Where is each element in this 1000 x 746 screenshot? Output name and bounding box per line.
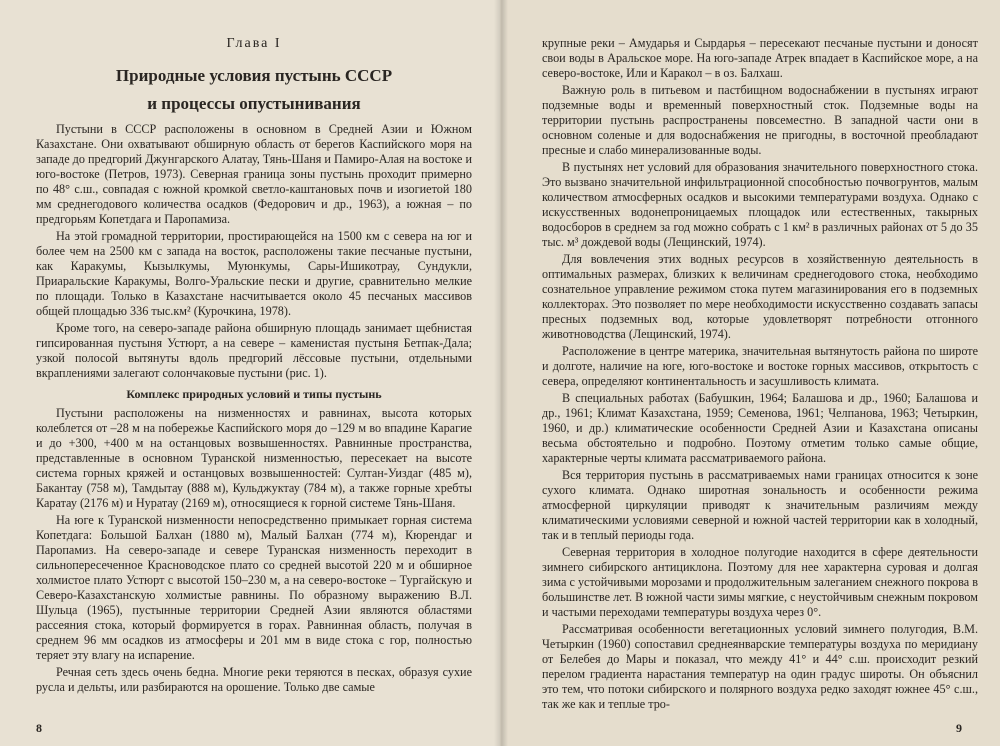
paragraph: Рассматривая особенности вегетационных условий зимнего полугодия, В.М. Четыркин (1960) сопоставил среднеянварские температуры воздуха по меридиану от Белебея до Мары и показал, что между 41° и 44° с.ш. происходит резкий перелом градиента нарастания температур на один градус широты. Он объяснил это тем, что потоки сибирского и полярного воздуха редко заходят южнее 45° с.ш., так же как и теплые тро- xyxy=(542,622,978,711)
section-subheading: Комплекс природных условий и типы пустынь xyxy=(126,387,382,401)
paragraph: На этой громадной территории, простирающейся на 1500 км с севера на юг и более чем на 2500 км с запада на восток, расположены такие песчаные пустыни, как Каракумы, Кызылкумы, Муюнкумы, Сары-Ишикотрау, Сундукли, Приаральские Каракумы, Волго-Уральские пески и другие, сравнительно мелкие по площади. Только в Казахстане насчитывается около 45 песчаных массивов общей площадью 336 тыс.км² (Курочкина, 1978). xyxy=(36,229,472,318)
paragraph: Важную роль в питьевом и пастбищном водоснабжении в пустынях играют подземные воды и временный поверхностный сток. Подземные воды на территории пустынь распространены повсеместно. В западной части они в основном соленые и для водоснабжения не пригодны, в восточной преобладают пресные и слабо минерализованные воды. xyxy=(542,83,978,157)
right-page xyxy=(500,0,1000,746)
paragraph: Вся территория пустынь в рассматриваемых нами границах относится к зоне сухого климата. Однако широтная зональность и особенности режима атмосферной циркуляции приводят к значительным различиям между климатическими условиями северной и южной частей территории как в холодный, так и в теплый периоды года. xyxy=(542,468,978,542)
paragraph: Северная территория в холодное полугодие находится в сфере деятельности зимнего сибирского антициклона. Поэтому для нее характерна суровая и долгая зима с устойчивыми морозами и продолжительным залеганием снежного покрова в большинстве лет. В южной части зимы мягкие, с неустойчивым снежным покровом и частыми переходами температуры воздуха через 0°. xyxy=(542,545,978,619)
paragraph: Речная сеть здесь очень бедна. Многие реки теряются в песках, образуя сухие русла и дельты, или разбираются на орошение. Только две самые xyxy=(36,665,472,694)
page-number-left: 8 xyxy=(36,721,42,735)
chapter-title-line-2: и процессы опустынивания xyxy=(147,94,361,113)
paragraph: Пустыни расположены на низменностях и равнинах, высота которых колеблется от –28 м на побережье Каспийского моря до –129 м во впадине Карагие и до +300, +400 м на останцовых возвышенностях. Равнинные пространства, представленные в основном Туранской низменностью, пересекает на высоте система горных кряжей и останцовых возвышенностей: Султан-Уиздаг (485 м), Бакантау (758 м), Тамдытау (888 м), Кульджуктау (784 м), а также горные хребты Каратау (2176 м) и Нуратау (2169 м), относящиеся к горной системе Тянь-Шаня. xyxy=(36,406,472,510)
chapter-heading: Глава I xyxy=(226,36,282,51)
paragraph: На юге к Туранской низменности непосредственно примыкает горная система Копетдага: Большой Балхан (1880 м), Малый Балхан (774 м), Кюрендаг и Паропамиз. На северо-западе и севере Туранская низменность переходит в сильнопересеченное Красноводское плато со средней высотой 220 м и обширное холмистое плато Устюрт с высотой 150–230 м, а на северо-востоке – Тургайскую и Северо-Казахстанскую холмистые равнины. По образному выражению В.Л. Шульца (1965), пустынные территории Средней Азии являются областями рассеяния стока, который формируется в горах. Равнинная область, получая в среднем 96 мм осадков из атмосферы и 201 мм в виде стока с гор, полностью теряет эту влагу на испарение. xyxy=(36,513,472,662)
book-gutter xyxy=(494,0,508,746)
page-number-right: 9 xyxy=(956,721,962,735)
chapter-title-line-1: Природные условия пустынь СССР xyxy=(115,66,393,85)
paragraph: В пустынях нет условий для образования значительного поверхностного стока. Это вызвано значительной инфильтрационной способностью почвогрунтов, малым количеством атмосферных осадков и высокими температурами воздуха. Однако с искусственных водонепроницаемых площадок или естественных, такырных водосборов в среднем за год можно собрать с 1 км² в различных районах от 5 до 35 тыс. м³ дождевой воды (Лещинский, 1974). xyxy=(542,160,978,249)
paragraph: Расположение в центре материка, значительная вытянутость района по широте и долготе, наличие на юге, юго-востоке и востоке горных массивов, открытость с севера, определяют континентальность и засушливость климата. xyxy=(542,344,978,388)
paragraph: Пустыни в СССР расположены в основном в Средней Азии и Южном Казахстане. Они охватывают обширную область от берегов Каспийского моря на западе до предгорий Джунгарского Алатау, Тянь-Шаня и Памиро-Алая на востоке и юго-востоке (Петров, 1973). Северная граница зоны пустынь проходит примерно по 48° с.ш., совпадая с южной кромкой светло-каштановых почв и изогиетой 180 мм среднегодового количества осадков (Федорович и др., 1963), а южная – по предгорьям Копетдага и Паропамиза. xyxy=(36,122,472,226)
paragraph: Для вовлечения этих водных ресурсов в хозяйственную деятельность в оптимальных размерах, близких к величинам среднегодового стока, необходимо сознательное управление режимом стока путем магазинирования его в подземных коллекторах. Это позволяет по мере необходимости искусственно создавать запасы пресных подземных вод, которые удовлетворят потребности отгонного животноводства (Лещинский, 1974). xyxy=(542,252,978,341)
paragraph: В специальных работах (Бабушкин, 1964; Балашова и др., 1960; Балашова и др., 1961; Климат Казахстана, 1959; Семенова, 1961; Челпанова, 1963; Четыркин, 1960, и др.) климатические особенности Средней Азии и Казахстана описаны весьма обстоятельно и подробно. Поэтому отметим только самые общие, характерные черты климата рассматриваемого района. xyxy=(542,391,978,465)
paragraph: Кроме того, на северо-западе района обширную площадь занимает щебнистая гипсированная пустыня Устюрт, а на севере – каменистая пустыня Бетпак-Дала; узкой полосой вытянуты вдоль предгорий лёссовые пустыни, отдельными вкраплениями залегают солончаковые пустыни (рис. 1). xyxy=(36,321,472,380)
paragraph: крупные реки – Амударья и Сырдарья – пересекают песчаные пустыни и доносят свои воды в Аральское море. На юго-западе Атрек впадает в Каспийское море, а на северо-востоке, Или и Каракол – в оз. Балхаш. xyxy=(542,36,978,80)
